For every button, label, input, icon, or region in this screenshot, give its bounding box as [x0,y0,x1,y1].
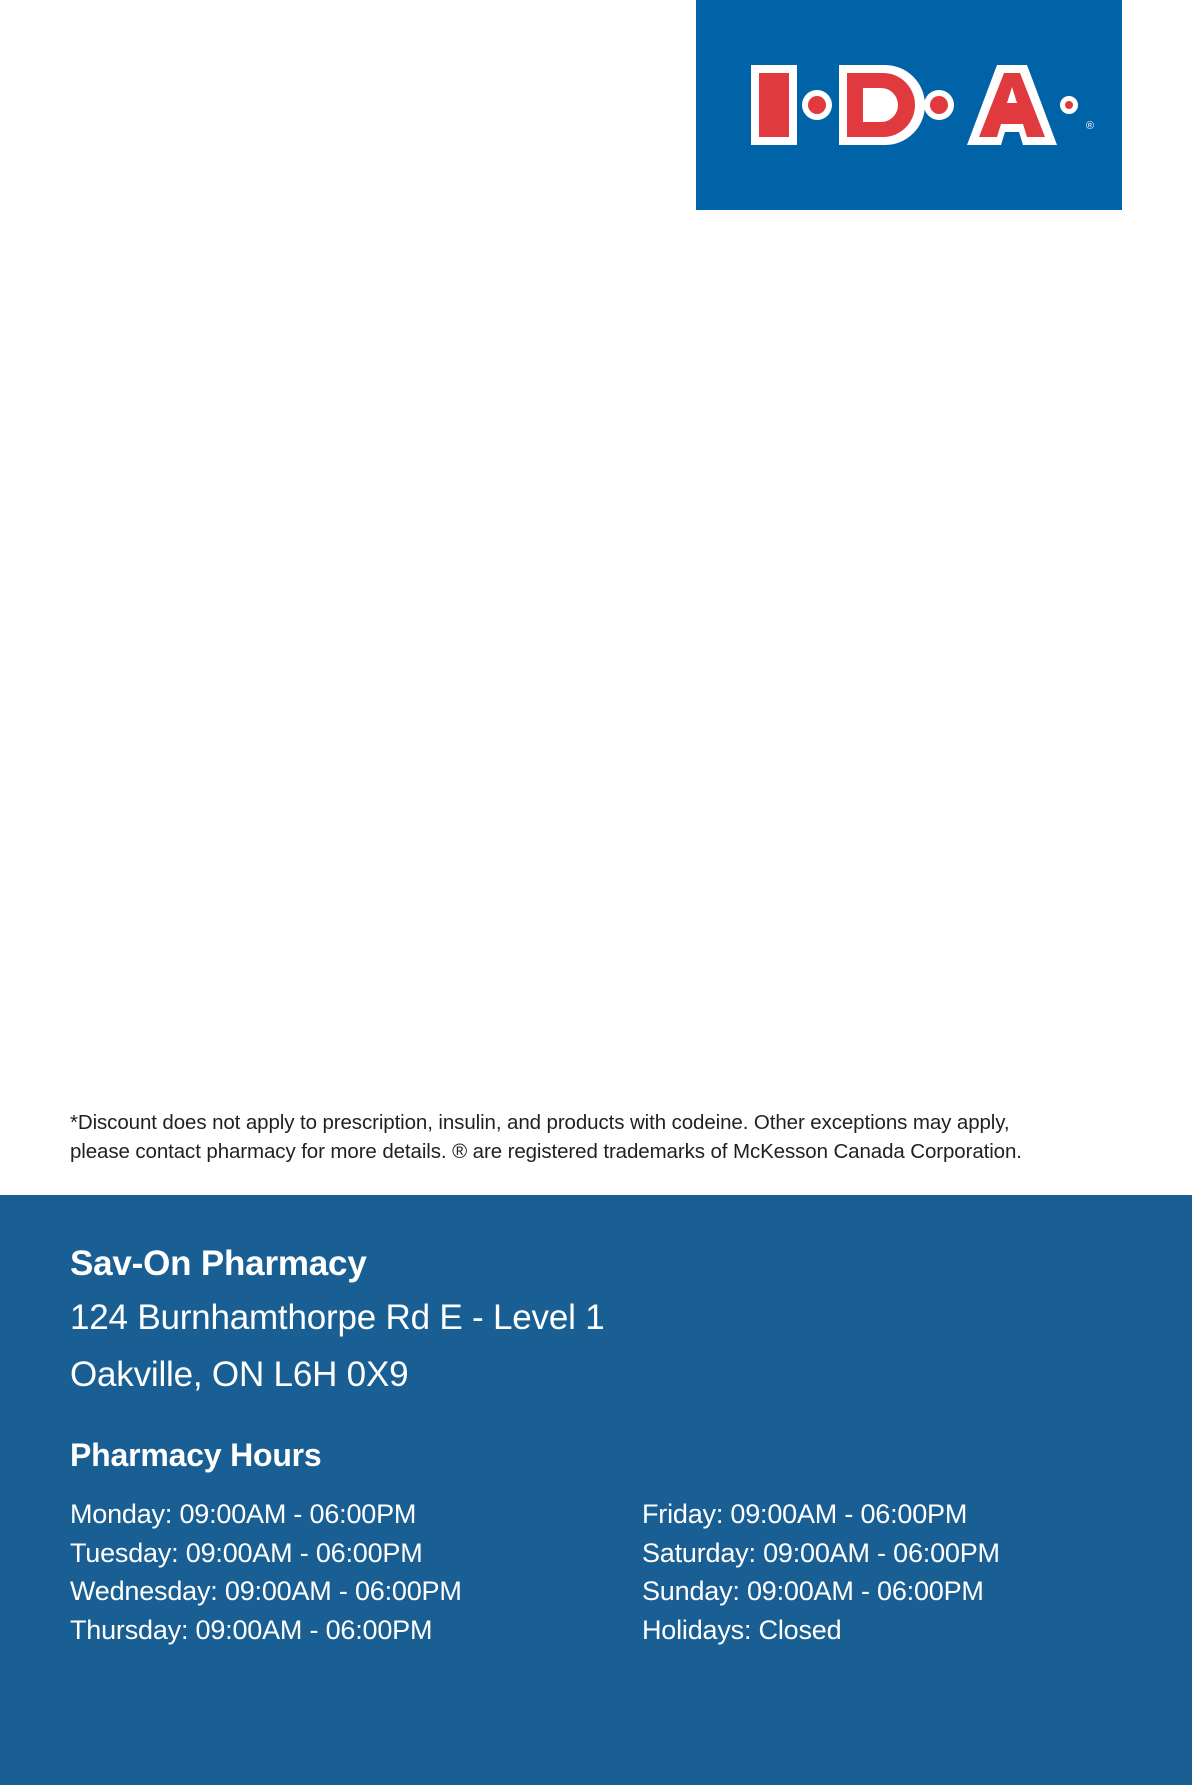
hours-row: Sunday: 09:00AM - 06:00PM [642,1576,984,1607]
store-info-panel [0,1195,1192,1785]
pharmacy-hours-column-right [642,1495,1142,1649]
hours-row: Saturday: 09:00AM - 06:00PM [642,1537,1000,1568]
disclaimer-line-2: please contact pharmacy for more details. ® are registered trademarks of McKesson Canada Corporation. [70,1140,1022,1164]
disclaimer-line-1: *Discount does not apply to prescription, insulin, and products with codeine. Other exceptions may apply, [70,1111,1010,1134]
disclaimer-text [70,1108,1120,1166]
pharmacy-hours-title: Pharmacy Hours [70,1437,322,1473]
store-name: Sav-On Pharmacy [70,1244,367,1283]
store-address-line-2: Oakville, ON L6H 0X9 [70,1355,409,1394]
ida-logo-icon [739,55,1079,155]
brand-logo-block [696,0,1122,210]
hours-row: Holidays: Closed [642,1614,842,1645]
registered-trademark-mark: ® [1085,120,1094,132]
hours-row: Tuesday: 09:00AM - 06:00PM [70,1537,423,1568]
hours-row: Friday: 09:00AM - 06:00PM [642,1499,968,1529]
pharmacy-hours-column-left [70,1495,570,1649]
hours-row: Wednesday: 09:00AM - 06:00PM [70,1576,462,1607]
hours-row: Monday: 09:00AM - 06:00PM [70,1499,417,1529]
store-address-line-1: 124 Burnhamthorpe Rd E - Level 1 [70,1298,605,1337]
hours-row: Thursday: 09:00AM - 06:00PM [70,1614,433,1645]
